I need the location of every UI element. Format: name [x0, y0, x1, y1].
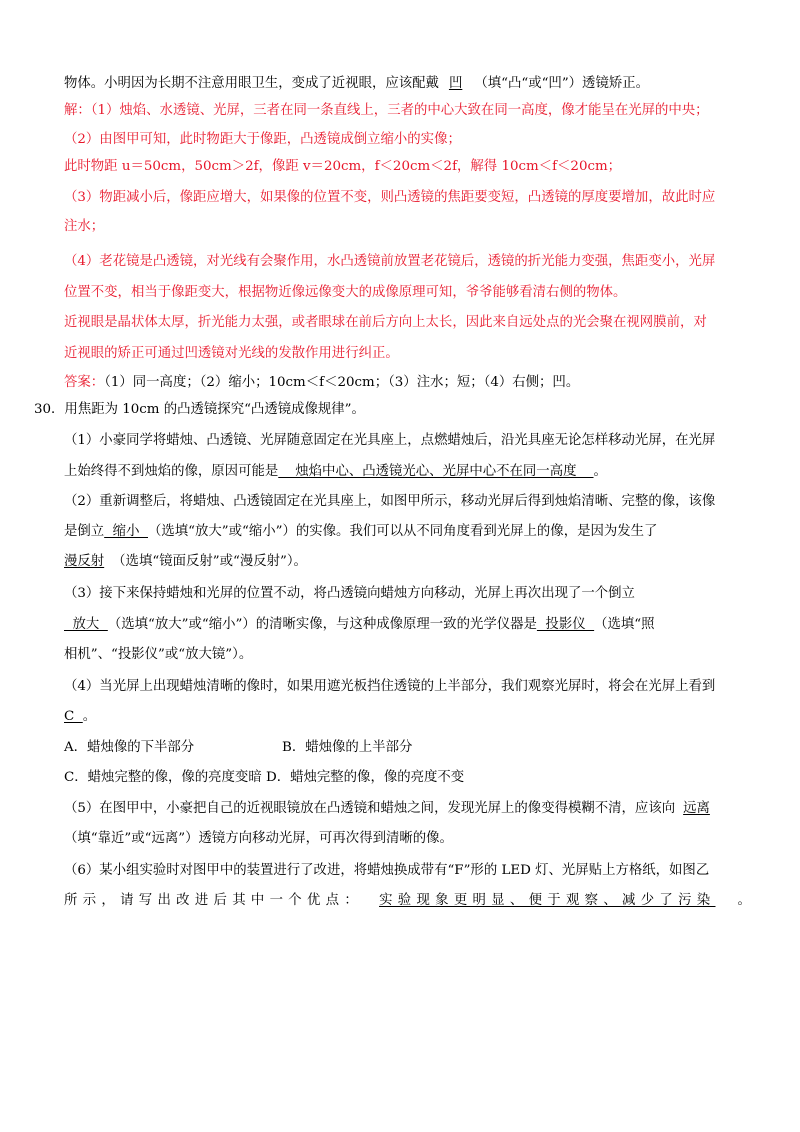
question-line [64, 553, 307, 571]
answer-blank: 放大 [64, 617, 108, 632]
answer-blank: 缩小 [104, 524, 148, 539]
question-line [64, 800, 710, 818]
option-row [64, 739, 412, 757]
solution-line: 位置不变，相当于像距变大，根据物近像远像变大的成像原理可知，爷爷能够看清右侧的物体。 [64, 285, 627, 300]
text-segment: 上始终得不到烛焰的像，原因可能是 [64, 464, 279, 479]
question-line: （填“靠近”或“远离”）透镜方向移动光屏，可再次得到清晰的像。 [64, 831, 453, 846]
option-row: C．蜡烛完整的像，像的亮度变暗 D．蜡烛完整的像，像的亮度不变 [64, 770, 465, 785]
answer-blank: 烛焰中心、凸透镜光心、光屏中心不在同一高度 [278, 464, 594, 479]
question-line [64, 892, 751, 910]
text-segment: （选填“放大”或“缩小”）的实像。我们可以从不同角度看到光屏上的像，是因为发生了 [147, 524, 658, 539]
text-line-1 [64, 75, 649, 93]
option-b: B．蜡烛像的上半部分 [282, 740, 413, 755]
solution-line: （3）物距减小后，像距应增大，如果像的位置不变，则凸透镜的焦距要变短，凸透镜的厚度要增加，故此时应 [64, 190, 716, 205]
text-segment: 是倒立 [64, 524, 105, 539]
text-segment: （选填“镜面反射”或“漫反射”）。 [112, 554, 307, 569]
answer-blank: C [64, 709, 83, 724]
question-line [64, 463, 607, 481]
solution-line: 注水； [64, 219, 105, 234]
question-line: （2）重新调整后，将蜡烛、凸透镜固定在光具座上，如图甲所示，移动光屏后得到烛焰清晰、完整的像，该像 [64, 494, 716, 509]
answer-blank: 凹 [448, 76, 463, 91]
text-segment: （选填“照 [594, 617, 655, 632]
answer-blank: 漫反射 [64, 554, 105, 569]
answer-line [64, 374, 579, 392]
answer-blank: 远离 [683, 801, 710, 816]
answer-blank: 投影仪 [536, 617, 595, 632]
question-line: （1）小豪同学将蜡烛、凸透镜、光屏随意固定在光具座上，点燃蜡烛后，沿光具座无论怎样移动光屏，在光屏 [64, 433, 716, 448]
question-line [64, 523, 657, 541]
text-segment: 。 [82, 709, 97, 724]
solution-line: （4）老花镜是凸透镜，对光线有会聚作用，水凸透镜前放置老花镜后，透镜的折光能力变强，焦距变小，光屏 [64, 254, 716, 269]
answer-blank: 实验现象更明显、便于观察、减少了污染 [379, 893, 716, 908]
solution-line: 此时物距 u＝50cm，50cm＞2f，像距 v＝20cm，f＜20cm＜2f，解得 10cm＜f＜20cm； [64, 159, 622, 174]
question-title: 30．用焦距为 10cm 的凸透镜探究“凸透镜成像规律”。 [34, 402, 365, 417]
solution-line: 近视眼是晶状体太厚，折光能力太强，或者眼球在前后方向上太长，因此来自远处点的光会聚在视网膜前，对 [64, 315, 707, 330]
solution-line: 近视眼的矫正可通过凹透镜对光线的发散作用进行纠正。 [64, 346, 399, 361]
question-line: （6）某小组实验时对图甲中的装置进行了改进，将蜡烛换成带有“F”形的 LED 灯、光屏贴上方格纸，如图乙 [64, 863, 710, 878]
text-segment: 所示，请写出改进后其中一个优点： [64, 893, 364, 908]
question-line: （4）当光屏上出现蜡烛清晰的像时，如果用遮光板挡住透镜的上半部分，我们观察光屏时，将会在光屏上看到 [64, 679, 716, 694]
text-segment: 。 [737, 893, 751, 908]
text-segment: （填“凸“或“凹”）透镜矫正。 [474, 76, 650, 91]
question-line [64, 616, 655, 634]
text-segment: 物体。小明因为长期不注意用眼卫生，变成了近视眼，应该配戴 [64, 76, 439, 91]
question-line: 相机”、“投影仪”或“放大镜”）。 [64, 647, 253, 662]
text-segment: 。 [593, 464, 607, 479]
option-a: A．蜡烛像的下半部分 [64, 740, 195, 755]
answer-label: 答案： [64, 375, 105, 390]
answer-text: （1）同一高度；（2）缩小；10cm＜f＜20cm；（3）注水；短；（4）右侧；凹。 [104, 375, 580, 390]
solution-line: 解：（1）烛焰、水透镜、光屏，三者在同一条直线上，三者的中心大致在同一高度，像才能呈在光屏的中央； [64, 103, 709, 118]
solution-line: （2）由图甲可知，此时物距大于像距，凸透镜成倒立缩小的实像； [64, 132, 461, 147]
text-segment: （选填“放大”或“缩小”）的清晰实像，与这种成像原理一致的光学仪器是 [107, 617, 537, 632]
question-line: （3）接下来保持蜡烛和光屏的位置不动，将凸透镜向蜡烛方向移动，光屏上再次出现了一个倒立 [64, 586, 635, 601]
question-line [64, 708, 96, 726]
text-segment: （5）在图甲中，小豪把自己的近视眼镜放在凸透镜和蜡烛之间，发现光屏上的像变得模糊不清，应该向 [64, 801, 676, 816]
